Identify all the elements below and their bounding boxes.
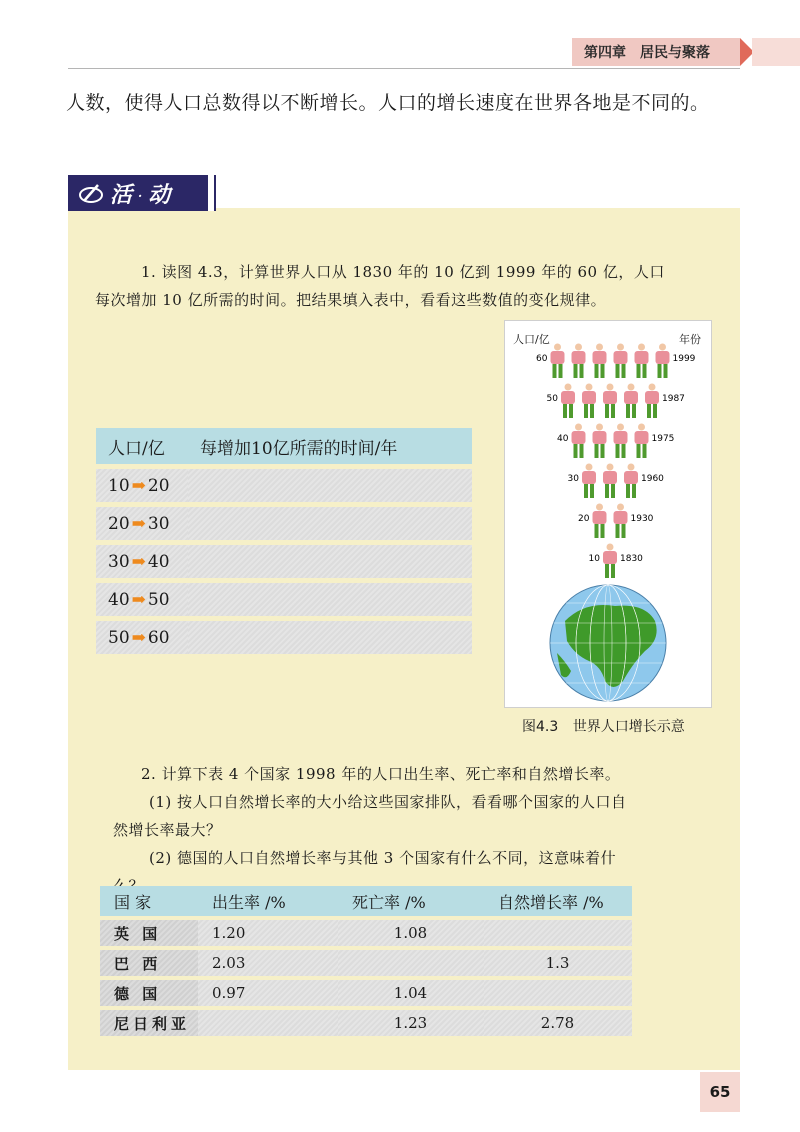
- birth-rate-cell[interactable]: [198, 1006, 338, 1036]
- person-icon: [635, 344, 649, 379]
- country-cell: 巴 西: [100, 946, 198, 976]
- table2-header-country: 国 家: [100, 886, 198, 916]
- header-divider: [68, 68, 740, 69]
- activity-banner-end: [206, 175, 216, 211]
- figure-drawing: [505, 321, 711, 707]
- person-icon: [572, 344, 586, 379]
- chapter-tab: [572, 38, 740, 66]
- table1-range-cell: [96, 578, 188, 616]
- person-icon: [645, 384, 659, 419]
- question-2-line-3: 然增长率最大？: [113, 821, 222, 839]
- person-icon: [551, 344, 565, 379]
- table1-answer-cell[interactable]: [188, 464, 472, 502]
- natural-rate-cell[interactable]: [484, 916, 632, 946]
- question-1-line-1: 1. 读图 4.3，计算世界人口从 1830 年的 10 亿到 1999 年的 60 亿，人口: [141, 263, 665, 281]
- table1-header-population: 人口/亿: [96, 428, 188, 464]
- person-icon: [603, 384, 617, 419]
- table1-header-time: 每增加10亿所需的时间/年: [188, 428, 472, 464]
- right-arrow-icon: ➡: [131, 513, 146, 534]
- right-arrow-icon: ➡: [131, 475, 146, 496]
- figure-y-label: 人口/亿: [513, 333, 550, 346]
- year-label: 1930: [630, 514, 654, 524]
- table1-row: [96, 464, 472, 502]
- figure-caption: [522, 716, 685, 736]
- intro-text: 人数，使得人口总数得以不断增长。人口的增长速度在世界各地是不同的。: [66, 92, 710, 114]
- person-icon: [603, 544, 617, 579]
- person-icon: [582, 464, 596, 499]
- population-growth-figure: [504, 320, 712, 708]
- activity-banner: 活 . 动: [68, 175, 206, 211]
- birth-rate-cell[interactable]: 1.20: [198, 916, 338, 946]
- table2-header-birth: 出生率 /%: [198, 886, 338, 916]
- table1-row: [96, 616, 472, 654]
- death-rate-cell[interactable]: 1.23: [338, 1006, 484, 1036]
- population-level-label: 40: [557, 434, 569, 444]
- person-icon: [656, 344, 670, 379]
- table2-row: [100, 916, 632, 946]
- person-icon: [603, 464, 617, 499]
- person-icon: [614, 504, 628, 539]
- table1-range-cell: [96, 540, 188, 578]
- death-rate-cell[interactable]: [338, 946, 484, 976]
- population-time-table: [96, 428, 472, 654]
- range-from: 20: [108, 513, 130, 534]
- activity-label-1: 活: [110, 181, 133, 208]
- death-rate-cell[interactable]: 1.04: [338, 976, 484, 1006]
- activity-label-2: 动: [148, 181, 171, 208]
- death-rate-cell[interactable]: 1.08: [338, 916, 484, 946]
- person-icon: [582, 384, 596, 419]
- table1-answer-cell[interactable]: [188, 502, 472, 540]
- right-arrow-icon: ➡: [131, 589, 146, 610]
- table1-answer-cell[interactable]: [188, 578, 472, 616]
- person-icon: [593, 344, 607, 379]
- table2-row: [100, 1006, 632, 1036]
- natural-rate-cell[interactable]: 2.78: [484, 1006, 632, 1036]
- range-to: 60: [147, 627, 170, 648]
- year-label: 1830: [620, 554, 643, 564]
- year-label: 1975: [651, 434, 675, 444]
- question-2-line-1: 2. 计算下表 4 个国家 1998 年的人口出生率、死亡率和自然增长率。: [141, 765, 621, 783]
- table2-header-death: 死亡率 /%: [338, 886, 484, 916]
- year-label: 1999: [672, 354, 696, 364]
- question-2-line-2: (1) 按人口自然增长率的大小给这些国家排队，看看哪个国家的人口自: [149, 793, 627, 811]
- range-from: 50: [108, 627, 130, 648]
- person-icon: [593, 504, 607, 539]
- figure-caption-text: 世界人口增长示意: [572, 719, 685, 735]
- question-1-line-2: 每次增加 10 亿所需的时间。把结果填入表中，看看这些数值的变化规律。: [95, 291, 607, 309]
- population-level-label: 30: [567, 474, 579, 484]
- year-label: 1987: [662, 394, 685, 404]
- range-from: 40: [108, 589, 130, 610]
- table1-range-cell: [96, 464, 188, 502]
- person-icon: [572, 424, 586, 459]
- country-rates-table: [100, 886, 632, 1036]
- country-cell: 尼日利亚: [100, 1006, 198, 1036]
- table2-row: [100, 946, 632, 976]
- range-to: 50: [147, 589, 170, 610]
- birth-rate-cell[interactable]: 2.03: [198, 946, 338, 976]
- table1-answer-cell[interactable]: [188, 616, 472, 654]
- chapter-strip: [752, 38, 800, 66]
- range-to: 20: [147, 475, 170, 496]
- person-icon: [624, 464, 638, 499]
- country-cell: 德 国: [100, 976, 198, 1006]
- right-arrow-icon: ➡: [131, 627, 146, 648]
- question-2-line-4: (2) 德国的人口自然增长率与其他 3 个国家有什么不同，这意味着什: [149, 849, 617, 867]
- figure-caption-number: 图4.3: [522, 719, 559, 735]
- globe-icon: [550, 585, 666, 701]
- table1-range-cell: [96, 502, 188, 540]
- person-icon: [635, 424, 649, 459]
- pen-swirl-icon: [78, 181, 104, 205]
- table1-range-cell: [96, 616, 188, 654]
- person-icon: [624, 384, 638, 419]
- range-from: 30: [108, 551, 130, 572]
- birth-rate-cell[interactable]: 0.97: [198, 976, 338, 1006]
- table1-row: [96, 540, 472, 578]
- natural-rate-cell[interactable]: [484, 976, 632, 1006]
- table2-header-natural: 自然增长率 /%: [484, 886, 632, 916]
- range-to: 30: [147, 513, 170, 534]
- person-icon: [593, 424, 607, 459]
- table1-row: [96, 578, 472, 616]
- table2-row: [100, 976, 632, 1006]
- range-to: 40: [147, 551, 170, 572]
- right-arrow-icon: ➡: [131, 551, 146, 572]
- person-icon: [614, 344, 628, 379]
- person-icon: [614, 424, 628, 459]
- question-1: [95, 258, 715, 314]
- person-icon: [561, 384, 575, 419]
- page-number: 65: [700, 1072, 740, 1112]
- table1-row: [96, 502, 472, 540]
- natural-rate-cell[interactable]: 1.3: [484, 946, 632, 976]
- figure-x-label: 年份: [679, 333, 701, 346]
- population-level-label: 20: [578, 514, 590, 524]
- chapter-number: 第四章: [584, 45, 626, 61]
- population-level-label: 60: [536, 354, 548, 364]
- chapter-title: 居民与聚落: [640, 45, 710, 61]
- question-2: [113, 760, 713, 900]
- country-cell: 英 国: [100, 916, 198, 946]
- population-level-label: 10: [588, 554, 600, 564]
- population-level-label: 50: [546, 394, 558, 404]
- year-label: 1960: [641, 474, 664, 484]
- range-from: 10: [108, 475, 130, 496]
- table1-answer-cell[interactable]: [188, 540, 472, 578]
